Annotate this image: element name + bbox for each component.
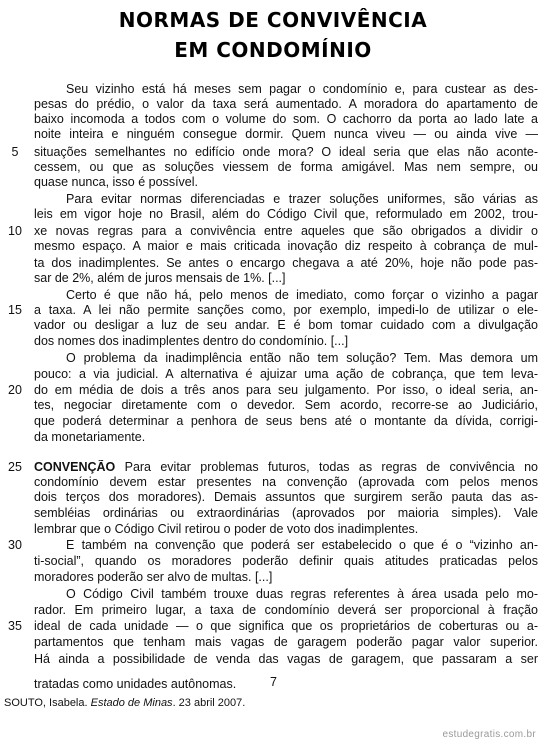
text-line: que poderá determinar a penhora de seus bens até o montante da dívida, corrigi- (34, 414, 538, 428)
text-line: quase nunca, isso é possível. (34, 175, 198, 189)
document-title-line-1: NORMAS DE CONVIVÊNCIA (118, 8, 428, 32)
text-line: sar de 2%, além de juros mensais de 1%. [...] (34, 271, 286, 285)
page-number: 7 (270, 675, 277, 689)
line-number: 5 (11, 145, 19, 159)
text-line (34, 460, 538, 475)
text-line: Há ainda a possibilidade de venda das vagas de garagem, que passaram a ser (34, 652, 538, 666)
text-line: leis em vigor hoje no Brasil, além do Código Civil que, reformulado em 2002, trou- (34, 207, 538, 221)
text-line: ideal de cada unidade — o que significa que os proprietários de coberturas ou a- (34, 619, 538, 633)
text-line: moradores poderão ser alvo de multas. [...] (34, 570, 273, 584)
text-line: tratadas como unidades autônomas. (34, 677, 237, 691)
text-line: xe novas regras para a convivência entre aqueles que são obrigados a dividir o (34, 224, 538, 238)
line-number: 35 (8, 619, 22, 633)
text-span: Para evitar problemas futuros, todas as regras de convivência no (124, 460, 538, 474)
text-line: vador ou desligar a luz de seu andar. E é bom tomar cuidado com a divulgação (34, 318, 538, 332)
text-line: partamentos que tenham mais vagas de garagem poderão pagar valor superior. (34, 635, 538, 649)
line-number: 20 (8, 383, 22, 397)
line-number: 10 (8, 224, 22, 238)
text-line: Seu vizinho está há meses sem pagar o condomínio e, para custear as des- (66, 82, 538, 96)
text-line: sembléias ordinárias ou extraordinárias (aprovados por maioria simples). Vale (34, 506, 538, 520)
document-title-line-2: EM CONDOMÍNIO (174, 38, 372, 62)
source-date: . 23 abril 2007. (172, 697, 246, 709)
text-line: pouco: a via judicial. A alternativa é ajuizar uma ação de cobrança, que tem leva- (34, 367, 538, 381)
text-line: cessem, ou que as soluções viessem de forma amigável. Mas nem sempre, ou (34, 160, 538, 174)
text-line: mesmo espaço. A maior e mais criticada inovação diz respeito à cobrança de mul- (34, 239, 538, 253)
source-author: SOUTO, Isabela. (4, 697, 88, 709)
text-line: baixo incomoda a todos com o volume do som. O cachorro da porta ao lado late a (34, 112, 538, 126)
text-line: ta dos inadimplentes. Se antes o encargo chegava a até 20%, hoje não pode pas- (34, 256, 538, 270)
line-number: 30 (8, 538, 22, 552)
line-number: 25 (8, 460, 22, 474)
source-citation (4, 697, 245, 709)
text-line: ti-social”, quando os moradores poderão definir quais atitudes praticadas pelos (34, 554, 538, 568)
text-line: E também na convenção que poderá ser estabelecido o que é o “vizinho an- (66, 538, 538, 552)
text-line: rador. Em primeiro lugar, a taxa de condomínio deverá ser proporcional à fração (34, 603, 538, 617)
text-line: pesas do prédio, o valor da taxa será aumentado. A moradora do apartamento de (34, 97, 538, 111)
text-line: O problema da inadimplência então não tem solução? Tem. Mas demora um (66, 351, 538, 365)
text-line: Para evitar normas diferenciadas e trazer soluções uniformes, são várias as (66, 192, 538, 206)
text-line: Certo é que não há, pelo menos de imediato, como forçar o vizinho a pagar (66, 288, 538, 302)
footer-watermark: estudegratis.com.br (442, 729, 536, 740)
text-line: noite inteira e ninguém consegue dormir. Quem nunca viveu — ou ainda vive — (34, 127, 538, 141)
text-line: a taxa. A lei não permite sanções como, por exemplo, impedi-lo de utilizar o ele- (34, 303, 538, 317)
text-line: dos nomes dos inadimplentes dentro do condomínio. [...] (34, 334, 349, 348)
text-line: dois terços dos moradores). Demais assuntos que surgirem serão pauta das as- (34, 490, 538, 504)
text-line: tes, negociar diretamente com o devedor. Sem acordo, recorre-se ao Judiciário, (34, 398, 538, 412)
section-heading: CONVENÇÃO (34, 460, 116, 474)
text-line: do em média de dois a três anos para seu julgamento. Por isso, o ideal seria, an- (34, 383, 538, 397)
text-line: condomínio devem estar presentes na convenção (aprovada com pelos menos (34, 475, 538, 489)
text-line: da monetariamente. (34, 430, 146, 444)
text-line: situações semelhantes no edifício onde mora? O ideal seria que elas não aconte- (34, 145, 538, 159)
text-line: O Código Civil também trouxe duas regras referentes à área usada pelo mo- (66, 587, 538, 601)
text-line: lembrar que o Código Civil retirou o poder de voto dos inadimplentes. (34, 522, 419, 536)
line-number: 15 (8, 303, 22, 317)
source-publication: Estado de Minas (90, 697, 173, 709)
